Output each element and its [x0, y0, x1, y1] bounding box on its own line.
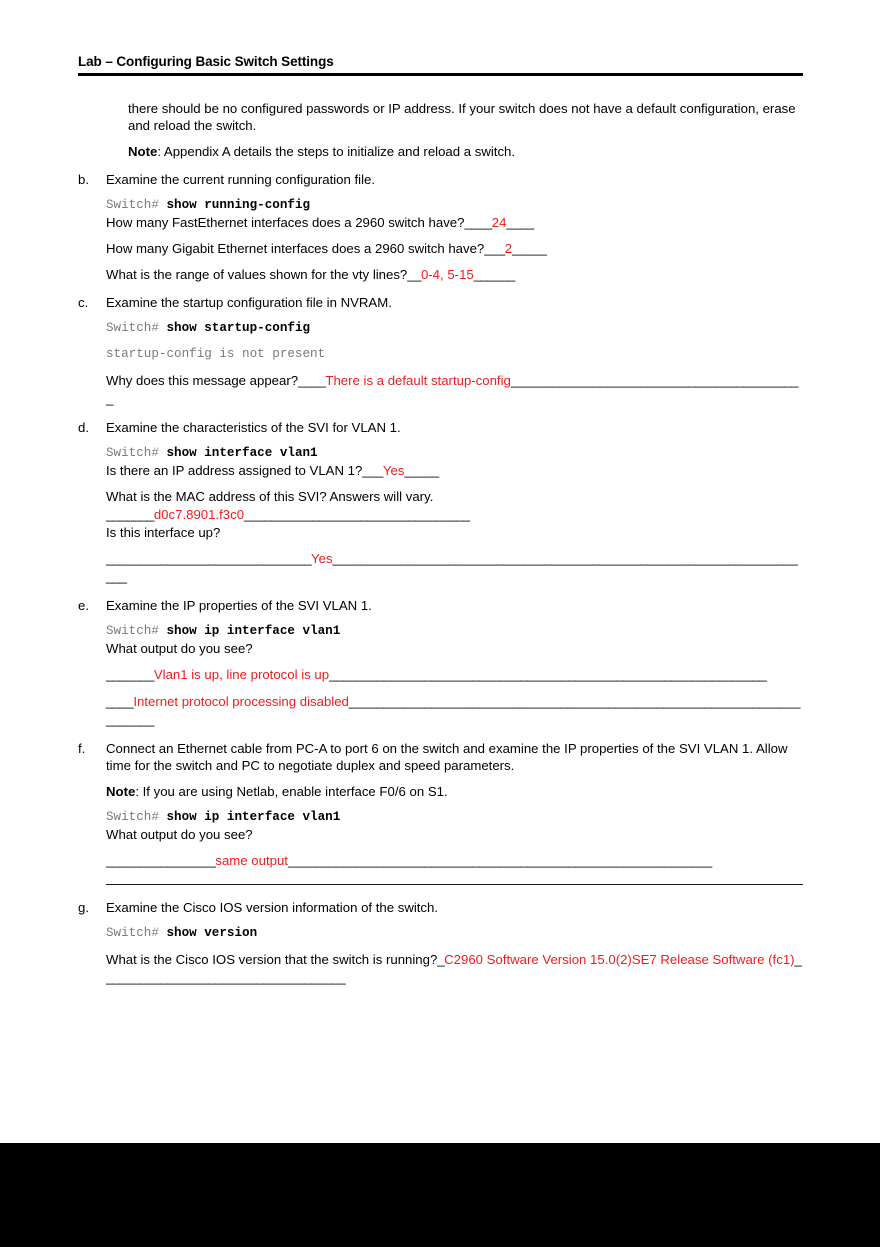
document-content	[78, 100, 803, 987]
answer-value: same output	[215, 853, 288, 868]
answer-value: Vlan1 is up, line protocol is up	[153, 667, 330, 682]
step-g-title: Examine the Cisco IOS version information of the switch.	[106, 900, 439, 915]
step-g-body	[106, 899, 803, 987]
step-b-question-3	[106, 266, 803, 283]
answer-value: 2	[504, 241, 513, 256]
intro-paragraph: there should be no configured passwords or IP address. If your switch does not have a default configuration, erase and reload the switch.	[128, 101, 796, 133]
cli-prompt: Switch#	[106, 810, 159, 824]
cli-command: show version	[158, 926, 258, 940]
trail-fill: _______________________________________________________________________	[106, 551, 798, 584]
trail-fill: ____	[506, 215, 534, 230]
cli-command: show interface vlan1	[158, 446, 318, 460]
cli-prompt: Switch#	[106, 198, 159, 212]
step-d-body	[106, 419, 803, 586]
step-b	[78, 171, 803, 283]
step-f-command-line	[106, 809, 803, 826]
step-e-command-line	[106, 623, 803, 640]
trail-fill: ___________________________________________	[106, 373, 798, 406]
question-text: How many Gigabit Ethernet interfaces does a 2960 switch have?	[106, 241, 485, 256]
step-c	[78, 294, 803, 408]
step-f-blank-answer-rule	[106, 884, 803, 885]
step-e-answer-line-2	[106, 693, 803, 729]
lead-fill: ____	[464, 215, 492, 230]
page-header	[78, 54, 803, 76]
answer-value: Yes	[311, 551, 333, 566]
step-c-output: startup-config is not present	[106, 347, 326, 361]
trail-fill: ________________________________________________________________	[329, 667, 767, 682]
answer-value: d0c7.8901.f3c0	[153, 507, 245, 522]
step-g-marker: g.	[78, 900, 89, 915]
trail-fill: _________________________________________________________________________	[106, 694, 800, 727]
header-divider	[78, 73, 803, 76]
question-text: What is the range of values shown for the vty lines?	[106, 267, 408, 282]
cli-prompt: Switch#	[106, 926, 159, 940]
step-f-note	[106, 783, 803, 800]
note-label: Note	[128, 144, 158, 159]
step-f-question: What output do you see?	[106, 827, 253, 842]
step-d-title: Examine the characteristics of the SVI for VLAN 1.	[106, 420, 401, 435]
step-f	[78, 740, 803, 885]
step-e	[78, 597, 803, 729]
step-c-command-line	[106, 320, 803, 337]
lead-fill: ________________	[106, 853, 216, 868]
trail-fill: ______________________________________________________________	[287, 853, 712, 868]
cli-command: show running-config	[158, 198, 311, 212]
step-d-question-2	[106, 488, 803, 524]
cli-command: show startup-config	[158, 321, 311, 335]
note-label: Note	[106, 784, 136, 799]
lead-fill: ______________________________	[106, 551, 312, 566]
step-d-question-3-text: Is this interface up?	[106, 525, 221, 540]
trail-fill: _____	[404, 463, 439, 478]
answer-value: C2960 Software Version 15.0(2)SE7 Release Software (fc1)	[444, 952, 795, 967]
page-footer-bar	[0, 1143, 880, 1247]
question-text: Is there an IP address assigned to VLAN 1?	[106, 463, 363, 478]
cli-prompt: Switch#	[106, 624, 159, 638]
intro-note	[128, 143, 803, 160]
cli-prompt: Switch#	[106, 446, 159, 460]
question-text: How many FastEthernet interfaces does a 2960 switch have?	[106, 215, 465, 230]
step-d-command-line	[106, 445, 803, 462]
step-b-question-1	[106, 214, 803, 231]
step-b-marker: b.	[78, 172, 89, 187]
step-g-command-line	[106, 925, 803, 942]
cli-prompt: Switch#	[106, 321, 159, 335]
step-f-answer-line	[106, 852, 803, 870]
lead-fill: ____	[298, 373, 326, 388]
step-f-title: Connect an Ethernet cable from PC-A to port 6 on the switch and examine the IP properties of the SVI VLAN 1. Allow time for the switch and PC to negotiate duplex and speed parameters.	[106, 741, 788, 773]
step-b-command-line	[106, 197, 803, 214]
note-text: : Appendix A details the steps to initialize and reload a switch.	[157, 144, 516, 159]
step-c-question	[106, 372, 803, 408]
cli-command: show ip interface vlan1	[158, 624, 341, 638]
answer-value: 24	[491, 215, 507, 230]
answer-value: Yes	[382, 463, 405, 478]
step-b-body	[106, 171, 803, 283]
step-c-title: Examine the startup configuration file in NVRAM.	[106, 295, 392, 310]
page-title: Lab – Configuring Basic Switch Settings	[78, 54, 334, 69]
trail-fill: _____	[512, 241, 547, 256]
step-e-answer-line-1	[106, 666, 803, 684]
step-e-title: Examine the IP properties of the SVI VLAN 1.	[106, 598, 372, 613]
step-f-marker: f.	[78, 741, 86, 756]
step-c-marker: c.	[78, 295, 89, 310]
lead-fill: __	[407, 267, 421, 282]
cli-command: show ip interface vlan1	[158, 810, 341, 824]
trail-fill: ____________________________________	[106, 952, 802, 985]
step-c-body	[106, 294, 803, 408]
step-d	[78, 419, 803, 586]
answer-value: 0-4, 5-15	[420, 267, 474, 282]
step-d-question-3-answer	[106, 550, 803, 586]
trail-fill: _________________________________	[244, 507, 470, 522]
lead-fill: _	[437, 952, 445, 967]
note-text: : If you are using Netlab, enable interface F0/6 on S1.	[135, 784, 448, 799]
step-e-marker: e.	[78, 598, 89, 613]
step-e-question: What output do you see?	[106, 641, 253, 656]
answer-value: There is a default startup-config	[325, 373, 511, 388]
step-b-question-2	[106, 240, 803, 257]
intro-block	[128, 100, 803, 160]
lead-fill: ___	[362, 463, 383, 478]
step-d-marker: d.	[78, 420, 89, 435]
answer-value: Internet protocol processing disabled	[133, 694, 349, 709]
step-b-title: Examine the current running configuration file.	[106, 172, 376, 187]
question-text: What is the Cisco IOS version that the switch is running?	[106, 952, 438, 967]
lead-fill: ___	[484, 241, 505, 256]
trail-fill: ______	[473, 267, 515, 282]
lead-fill: _______	[106, 507, 154, 522]
step-f-body	[106, 740, 803, 885]
step-d-question-1	[106, 462, 803, 479]
step-g	[78, 899, 803, 987]
question-text: What is the MAC address of this SVI? Answers will vary.	[106, 489, 434, 504]
lead-fill: ____	[106, 694, 134, 709]
step-e-body	[106, 597, 803, 729]
lead-fill: _______	[106, 667, 154, 682]
step-g-question	[106, 951, 803, 987]
question-text: Why does this message appear?	[106, 373, 299, 388]
